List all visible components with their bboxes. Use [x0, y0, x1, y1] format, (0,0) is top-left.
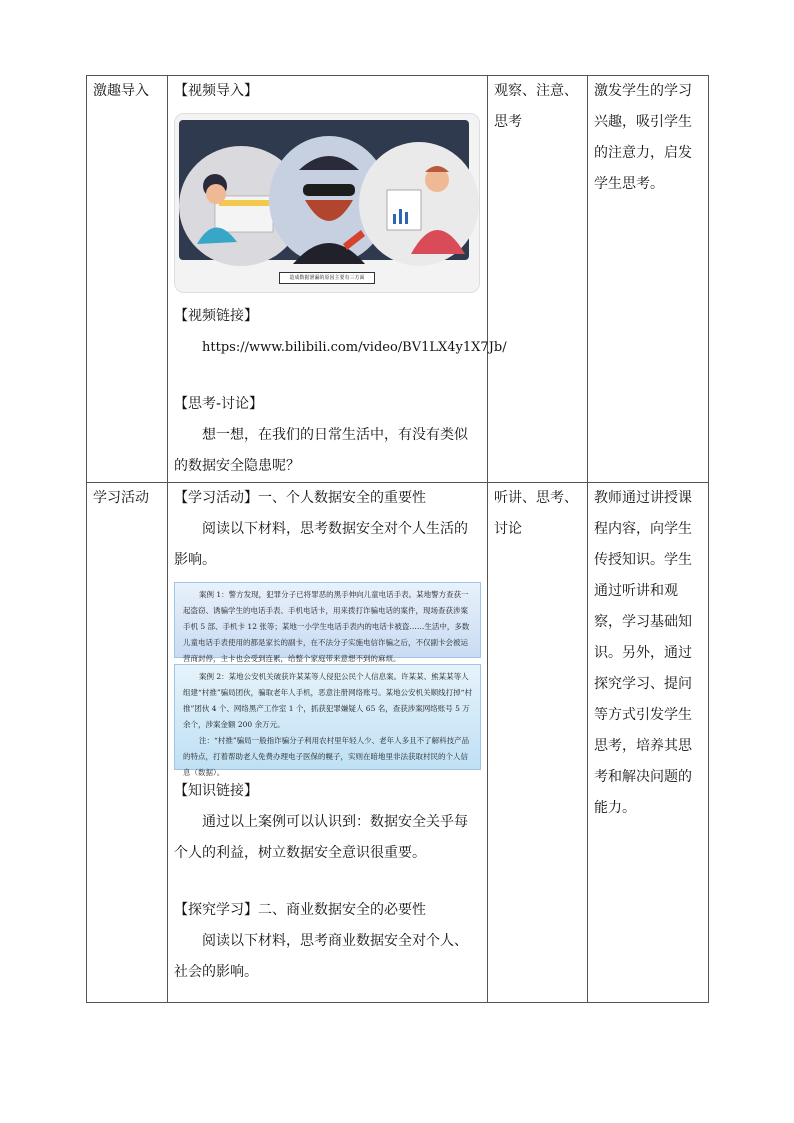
stage-cell	[87, 483, 168, 1003]
student-activity: 观察、注意、思考	[494, 83, 578, 130]
design-intent-cell	[588, 483, 709, 1003]
discuss-heading: 【思考-讨论】	[174, 396, 264, 412]
case-2-box	[174, 664, 481, 777]
table-row	[87, 483, 709, 1003]
content-cell	[168, 483, 488, 1003]
video-thumbnail[interactable]	[174, 113, 480, 293]
student-activity-cell	[488, 76, 588, 483]
student-activity-cell	[488, 483, 588, 1003]
video-link[interactable]: https://www.bilibili.com/video/BV1LX4y1X7Jb/	[202, 340, 507, 355]
video-caption: 造成数据泄漏的原因主要有三方面	[279, 272, 375, 284]
student-activity: 听讲、思考、讨论	[494, 490, 578, 537]
design-intent: 教师通过讲授课程内容，向学生传授知识。学生通过听讲和观察，学习基础知识。另外，通过探究学习、提问等方式引发学生思考，培养其思考和解决问题的能力。	[594, 490, 692, 816]
explore-heading: 【探究学习】二、商业数据安全的必要性	[174, 902, 426, 918]
case-1-box	[174, 582, 481, 663]
link-heading: 【视频链接】	[174, 308, 258, 324]
explore-text: 阅读以下材料，思考商业数据安全对个人、社会的影响。	[174, 933, 468, 980]
case-2-note: 注：“村推”骗局一般指诈骗分子利用农村里年轻人少、老年人多且不了解科技产品的特点，打着帮助老人免费办理电子医保的幌子，实则在暗地里非法获取村民的个人信息（数据）。	[183, 736, 470, 777]
content-cell	[168, 76, 507, 483]
knowledge-heading: 【知识链接】	[174, 783, 258, 799]
design-intent-cell	[588, 76, 709, 483]
activity-heading: 【学习活动】一、个人数据安全的重要性	[174, 490, 426, 506]
activity-text: 阅读以下材料，思考数据安全对个人生活的影响。	[174, 521, 468, 568]
stage-label: 激趣导入	[93, 83, 149, 99]
case-2-text: 案例 2：某地公安机关破获许某某等人侵犯公民个人信息案。许某某、熊某某等人组建“村推”骗局团伙，骗取老年人手机，恶意注册网络账号。某地公安机关顺线打掉“村推”团伙 4 个、网络黑产工作室 1 个，抓获犯罪嫌疑人 65 名，查获涉案网络账号 5 万余个，涉案金额 200 余万元。	[183, 672, 473, 729]
stage-label: 学习活动	[93, 490, 149, 506]
video-heading: 【视频导入】	[174, 83, 258, 99]
knowledge-text: 通过以上案例可以认识到：数据安全关乎每个人的利益，树立数据安全意识很重要。	[174, 814, 468, 861]
design-intent: 激发学生的学习兴趣，吸引学生的注意力，启发学生思考。	[594, 83, 692, 192]
video-illustration	[175, 114, 479, 292]
discuss-text: 想一想，在我们的日常生活中，有没有类似的数据安全隐患呢？	[174, 427, 468, 474]
lesson-plan-table	[86, 75, 709, 1003]
stage-cell	[87, 76, 168, 483]
table-row	[87, 76, 709, 483]
case-1-text: 案例 1：警方发现，犯罪分子已将罪恶的黑手伸向儿童电话手表。某地警方查获一起盗窃、诱骗学生的电话手表、手机电话卡，用来拨打诈骗电话的案件，现场查获涉案手机 5 部、手机卡 12 张等；某地一小学生电话手表内的电话卡被盗……生活中，多数儿童电话手表使用的都是家长的副卡，在不法分子实施电信诈骗之后，不仅副卡会被运营商封停，主卡也会受到连累，给整个家庭带来意想不到的麻烦。	[183, 590, 470, 663]
